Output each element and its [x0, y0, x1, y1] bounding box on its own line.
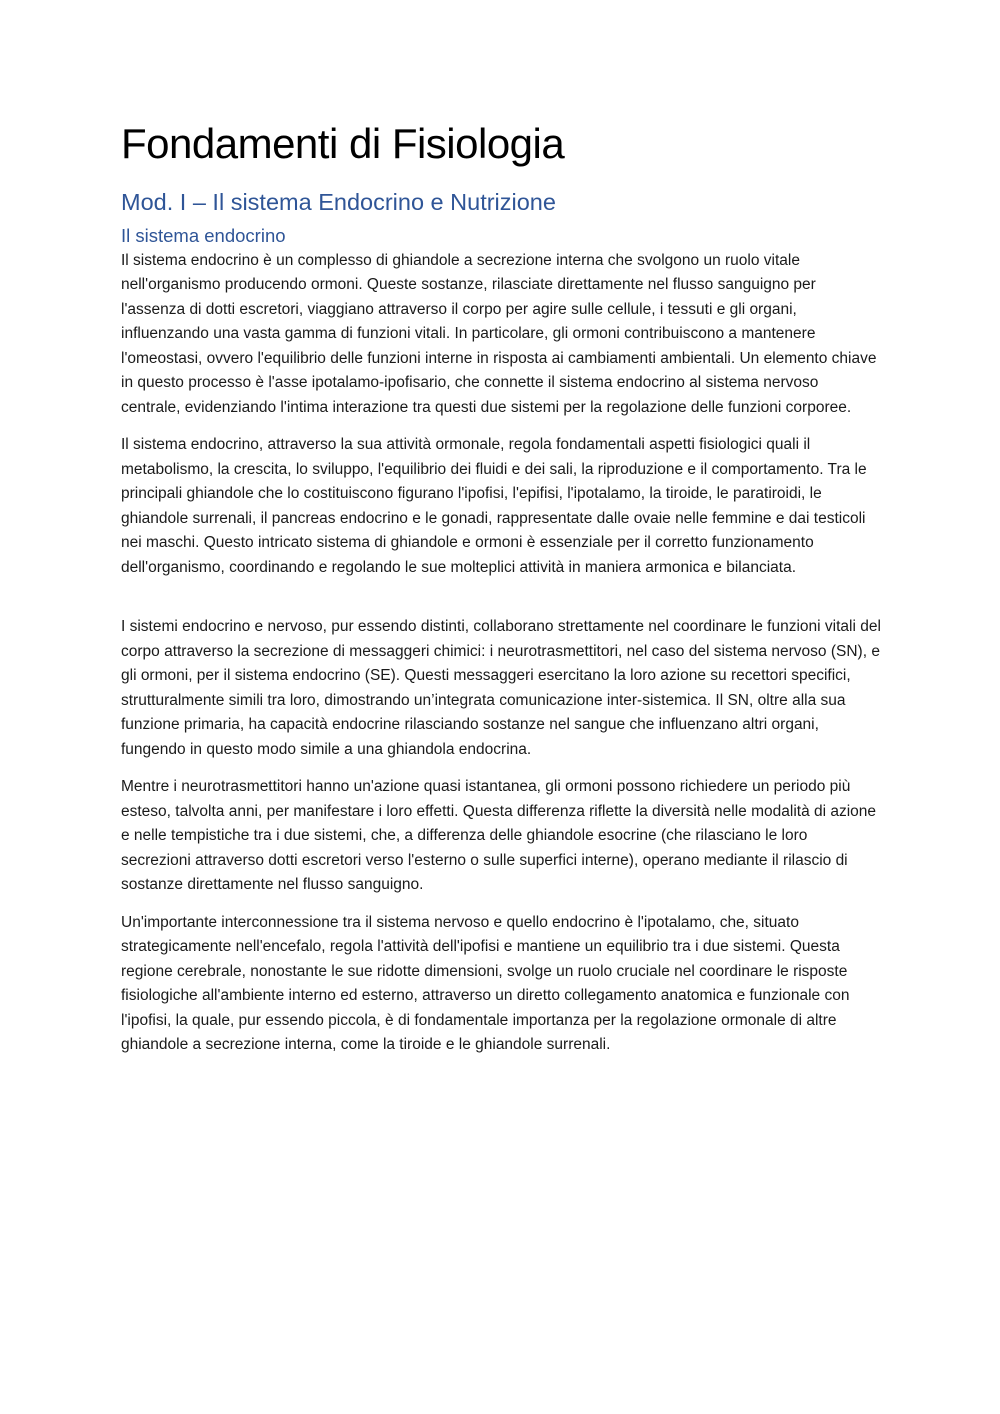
document-title: Fondamenti di Fisiologia — [121, 120, 565, 167]
paragraph-endocrine-nervous: I sistemi endocrino e nervoso, pur essendo distinti, collaborano strettamente nel coordinare le funzioni vitali del corpo attraverso la secrezione di messaggeri chimici: i neurotrasmettitori, nel caso del sistema nervoso (SN), e gli ormoni, per il sistema endocrino (SE). Questi messaggeri esercitano la loro azione su recettori specifici, strutturalmente simili tra loro, dimostrando un’integrata comunicazione inter-sistemica. Il SN, oltre alla sua funzione primaria, ha capacità endocrine rilasciando sostanze nel sangue che influenzano altri organi, fungendo in questo modo simile a una ghiandola endocrina. — [121, 618, 881, 758]
paragraph-endocrine-intro: Il sistema endocrino è un complesso di ghiandole a secrezione interna che svolgono un ruolo vitale nell'organismo producendo ormoni. Queste sostanze, rilasciate direttamente nel flusso sanguigno per l'assenza di dotti escretori, viaggiano attraverso il corpo per agire sulle cellule, i tessuti e gli organi, influenzando una vasta gamma di funzioni vitali. In particolare, gli ormoni contribuiscono a mantenere l'omeostasi, ovvero l'equilibrio delle funzioni interne in risposta ai cambiamenti ambientali. Un elemento chiave in questo processo è l'asse ipotalamo-ipofisario, che connette il sistema endocrino al sistema nervoso centrale, evidenziando l'intima interazione tra questi due sistemi per la regolazione delle funzioni corporee. — [121, 251, 877, 416]
module-heading: Mod. I – Il sistema Endocrino e Nutrizione — [121, 189, 556, 216]
section-heading: Il sistema endocrino — [121, 225, 286, 247]
paragraph-endocrine-functions: Il sistema endocrino, attraverso la sua attività ormonale, regola fondamentali aspetti fisiologici quali il metabolismo, la crescita, lo sviluppo, l'equilibrio dei fluidi e dei sali, la riproduzione e il comportamento. Tra le principali ghiandole che lo costituiscono figurano l'ipofisi, l'epifisi, l'ipotalamo, la tiroide, le paratiroidi, le ghiandole surrenali, il pancreas endocrino e le gonadi, rappresentate dalle ovaie nelle femmine e dai testicoli nei maschi. Questo intricato sistema di ghiandole e ormoni è essenziale per il corretto funzionamento dell'organismo, coordinando e regolando le sue molteplici attività in maniera armonica e bilanciata. — [121, 436, 867, 576]
document-page — [121, 120, 881, 1071]
paragraph-hypothalamus: Un'importante interconnessione tra il sistema nervoso e quello endocrino è l'ipotalamo, che, situato strategicamente nell'encefalo, regola l'attività dell'ipofisi e mantiene un equilibrio tra i due sistemi. Questa regione cerebrale, nonostante le sue ridotte dimensioni, svolge un ruolo cruciale nel coordinare le risposte fisiologiche all'ambiente interno ed esterno, attraverso un diretto collegamento anatomica e funzionale con l'ipofisi, la quale, pur essendo piccola, è di fondamentale importanza per la regolazione ormonale di altre ghiandole a secrezione interna, come la tiroide e le ghiandole surrenali. — [121, 913, 850, 1054]
paragraph-timing-differences: Mentre i neurotrasmettitori hanno un'azione quasi istantanea, gli ormoni possono richiedere un periodo più esteso, talvolta anni, per manifestare i loro effetti. Questa differenza riflette la diversità nelle modalità di azione e nelle tempistiche tra i due sistemi, che, a differenza delle ghiandole esocrine (che rilasciano le loro secrezioni attraverso dotti escretori verso l'esterno o sulle superfici interne), operano mediante il rilascio di sostanze direttamente nel flusso sanguigno. — [121, 778, 877, 894]
